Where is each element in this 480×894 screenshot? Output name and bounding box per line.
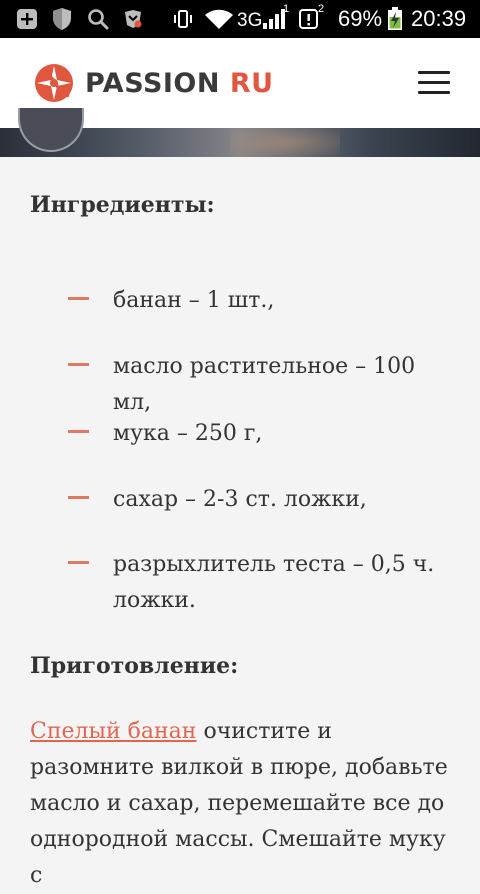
- list-item-text: сахар – 2-3 ст. ложки,: [113, 487, 367, 512]
- battery-percent: 69%: [338, 6, 383, 31]
- article-body: [0, 157, 480, 888]
- shield-icon: [51, 8, 73, 30]
- search-icon: [87, 8, 109, 30]
- signal-sub-label: 1: [283, 3, 290, 15]
- network-type: 3G: [237, 10, 263, 31]
- wifi-icon: [204, 8, 234, 30]
- add-box-icon: [16, 8, 38, 30]
- site-logo[interactable]: [33, 62, 274, 104]
- list-dash: [68, 430, 89, 433]
- notification-icon: [298, 8, 320, 30]
- preparation-text: очистите и разомните вилкой в пюре, добавьте масло и сахар, перемешайте все до однородной массы. Смешайте муку с: [30, 719, 448, 888]
- list-item-text: банан – 1 шт.,: [113, 288, 275, 313]
- notification-sub-label: 2: [318, 3, 325, 15]
- list-item-text: мука – 250 г,: [113, 421, 263, 446]
- list-item-text: разрыхлитель теста – 0,5 ч. ложки.: [113, 552, 435, 613]
- shopping-icon: [122, 8, 144, 30]
- logo-accent: RU: [229, 67, 274, 99]
- preparation-paragraph: [30, 714, 460, 894]
- preparation-heading: Приготовление:: [30, 653, 239, 679]
- ripe-banana-link[interactable]: Спелый банан: [30, 719, 197, 744]
- logo-text: [85, 68, 274, 99]
- vibrate-icon: [172, 8, 194, 30]
- logo-main: PASSION: [85, 67, 220, 99]
- list-dash: [68, 496, 89, 499]
- status-bar: [0, 0, 480, 38]
- list-dash: [68, 363, 89, 366]
- ingredients-heading: Ингредиенты:: [30, 192, 215, 218]
- list-item-text: масло растительное – 100 мл,: [113, 354, 416, 415]
- list-dash: [68, 561, 89, 564]
- list-dash: [68, 297, 89, 300]
- hero-image: [0, 128, 480, 157]
- hamburger-menu-icon[interactable]: [418, 71, 450, 95]
- clock: 20:39: [411, 6, 467, 31]
- passion-logo-icon: [33, 62, 75, 104]
- hero-image-object: [18, 108, 84, 152]
- battery-charging-icon: [387, 8, 403, 30]
